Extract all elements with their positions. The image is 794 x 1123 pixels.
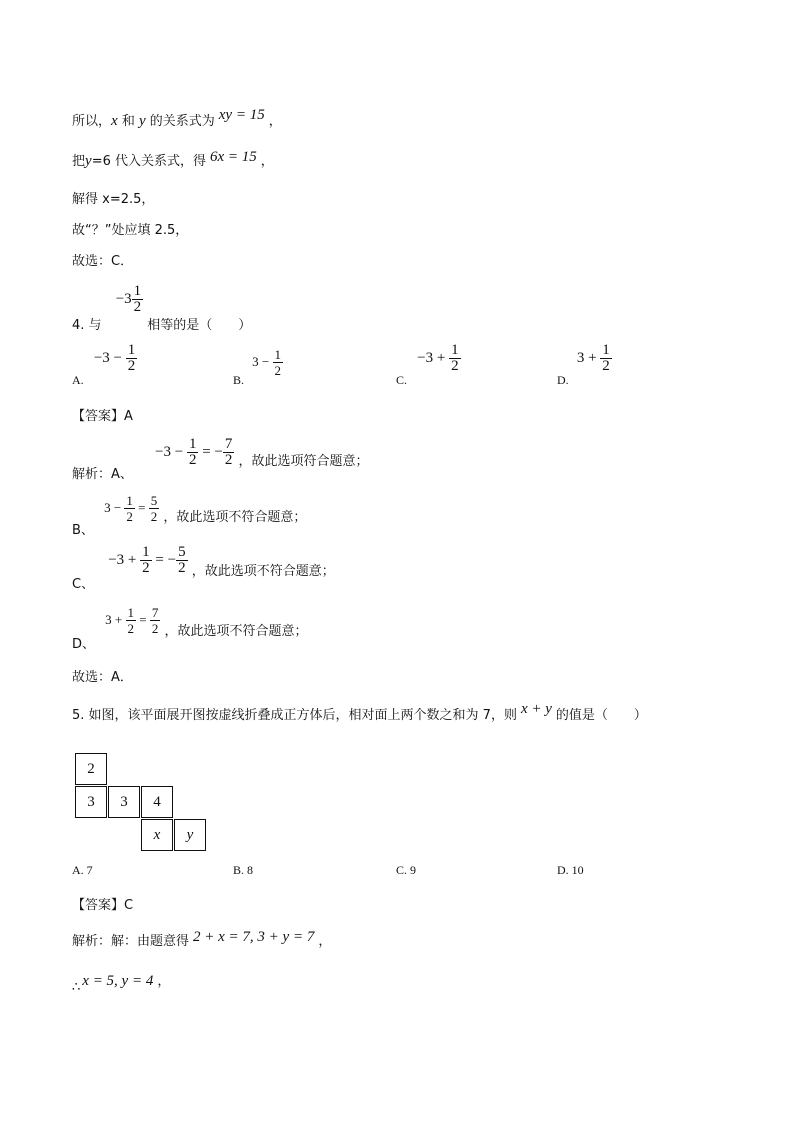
q4-conclusion: 故选：A．	[72, 670, 133, 685]
option-expr: −3 −	[93, 350, 126, 366]
option-label: D.	[557, 373, 569, 387]
q5-answer: 【答案】C	[72, 898, 134, 913]
analysis-lhs: −3 +	[108, 552, 141, 568]
option-expr: 3 +	[576, 350, 601, 366]
question-5-stem	[72, 701, 647, 724]
frac-den: 2	[151, 621, 159, 636]
frac-num: 5	[150, 493, 158, 508]
frac-num: 1	[133, 283, 142, 299]
text-comma: ，	[260, 154, 274, 169]
analysis-tail: ，故此选项不符合题意；	[164, 624, 308, 639]
analysis-tail: ，故此选项不符合题意；	[191, 564, 335, 579]
frac-den: 2	[126, 509, 133, 524]
analysis-frac-1	[124, 493, 135, 524]
analysis-eq: =	[136, 612, 150, 627]
text-comma: ，	[157, 974, 171, 989]
net-cell-4: 4	[141, 786, 173, 818]
text-so: 所以，	[72, 114, 112, 129]
text-substitute: =6 代入关系式，得	[91, 154, 206, 169]
frac-den: 2	[451, 358, 459, 374]
frac-num: 1	[188, 436, 197, 452]
analysis-tail: ，故此选项不符合题意；	[163, 510, 307, 525]
option-label: C.	[396, 373, 408, 387]
line-relation	[72, 107, 282, 130]
frac-den: 2	[127, 621, 134, 636]
frac-den: 2	[188, 452, 197, 468]
analysis-lhs: −3 −	[155, 444, 187, 460]
q5-result	[72, 970, 171, 995]
q5-option-d: D. 10	[557, 863, 584, 877]
text-comma: ，	[268, 114, 282, 129]
analysis-prefix: D、	[72, 637, 96, 652]
net-cell-x: x	[141, 819, 173, 851]
frac-num: 5	[178, 544, 186, 560]
q4-analysis-c	[72, 544, 335, 592]
question-4-stem	[72, 283, 252, 333]
option-frac	[600, 343, 612, 374]
solution-expr: 2 + x = 7, 3 + y = 7	[193, 929, 315, 945]
frac-num: 1	[142, 544, 150, 560]
analysis-frac-1	[126, 605, 137, 636]
text-put: 把	[72, 154, 86, 169]
frac-den: 2	[602, 358, 610, 374]
frac-den: 2	[142, 560, 150, 576]
q4-option-a	[72, 342, 137, 387]
option-frac	[126, 343, 138, 374]
var-y: y	[138, 113, 146, 129]
option-frac	[449, 343, 461, 374]
frac-num: 7	[151, 605, 159, 620]
frac-num: 1	[127, 342, 136, 358]
frac-den: 2	[178, 560, 186, 576]
q5-solution	[72, 930, 331, 950]
analysis-frac-2	[150, 605, 161, 636]
q4-analysis-d	[72, 605, 308, 652]
q5-option-a: A. 7	[72, 863, 93, 877]
analysis-prefix: 解析：A、	[72, 467, 133, 482]
frac-den: 2	[127, 358, 136, 374]
option-label: A.	[72, 373, 84, 387]
line-fill: 故“？”处应填 2.5，	[72, 223, 189, 238]
frac-den: 2	[150, 509, 158, 524]
expr-6x15: 6x = 15	[209, 149, 257, 165]
net-cell-2: 2	[75, 753, 107, 785]
stem-end: 的值是（ ）	[555, 708, 647, 723]
analysis-eq: =	[134, 500, 149, 515]
text-relation: 的关系式为	[145, 114, 215, 129]
frac-num: 1	[126, 493, 133, 508]
frac-num: 1	[602, 342, 610, 358]
question-number: 4. 与	[72, 318, 102, 333]
net-cell-3a: 3	[75, 786, 107, 818]
analysis-prefix: B、	[72, 523, 94, 538]
cube-net-figure	[75, 753, 207, 852]
analysis-prefix: C、	[72, 577, 95, 592]
mixed-fraction	[132, 284, 144, 315]
stem-text: 5. 如图，该平面展开图按虚线折叠成正方体后，相对面上两个数之和为 7，则	[72, 708, 517, 723]
stem-end: 相等的是（ ）	[147, 318, 252, 333]
q4-option-b	[233, 347, 283, 387]
analysis-frac-1	[140, 545, 152, 576]
analysis-tail: ，故此选项符合题意；	[238, 454, 369, 469]
frac-num: 1	[451, 342, 459, 358]
frac-den: 2	[224, 452, 233, 468]
option-expr: 3 −	[252, 354, 273, 369]
analysis-frac-2	[149, 493, 160, 524]
analysis-lhs: 3 +	[105, 612, 126, 627]
expr-xy15: xy = 15	[218, 107, 265, 123]
q4-option-d	[557, 342, 612, 387]
frac-den: 2	[274, 363, 281, 378]
option-label: B.	[233, 373, 245, 387]
q5-option-c: C. 9	[396, 863, 417, 877]
analysis-frac-2	[176, 545, 188, 576]
therefore-symbol: ∴	[72, 980, 81, 995]
q5-option-b: B. 8	[233, 863, 254, 877]
analysis-frac-2	[223, 437, 235, 468]
option-frac	[273, 347, 284, 378]
line-solve: 解得 x=2.5，	[72, 192, 155, 207]
var-y: y	[85, 153, 92, 169]
net-cell-y: y	[174, 819, 206, 851]
text-and: 和	[117, 114, 139, 129]
q4-analysis-a	[72, 436, 369, 482]
net-cell-3b: 3	[108, 786, 140, 818]
analysis-eq: = −	[198, 444, 223, 460]
q4-answer: 【答案】A	[72, 409, 133, 424]
mixed-whole: −3	[115, 291, 132, 307]
line-choose-c: 故选：C．	[72, 254, 134, 269]
q4-option-c	[396, 342, 461, 387]
q4-analysis-b	[72, 493, 307, 538]
frac-den: 2	[133, 299, 142, 315]
line-substitute	[72, 150, 274, 170]
frac-num: 1	[127, 605, 134, 620]
solution-text: 解析：解：由题意得	[72, 934, 190, 949]
analysis-eq: = −	[151, 552, 177, 568]
frac-num: 1	[274, 347, 281, 362]
analysis-frac-1	[187, 437, 199, 468]
expr-x-plus-y: x + y	[520, 701, 552, 717]
analysis-lhs: 3 −	[104, 500, 125, 515]
text-comma: ，	[318, 934, 332, 949]
option-expr: −3 +	[417, 350, 450, 366]
frac-num: 7	[224, 436, 233, 452]
var-x: x	[111, 113, 118, 129]
result-expr: x = 5, y = 4	[82, 973, 154, 989]
